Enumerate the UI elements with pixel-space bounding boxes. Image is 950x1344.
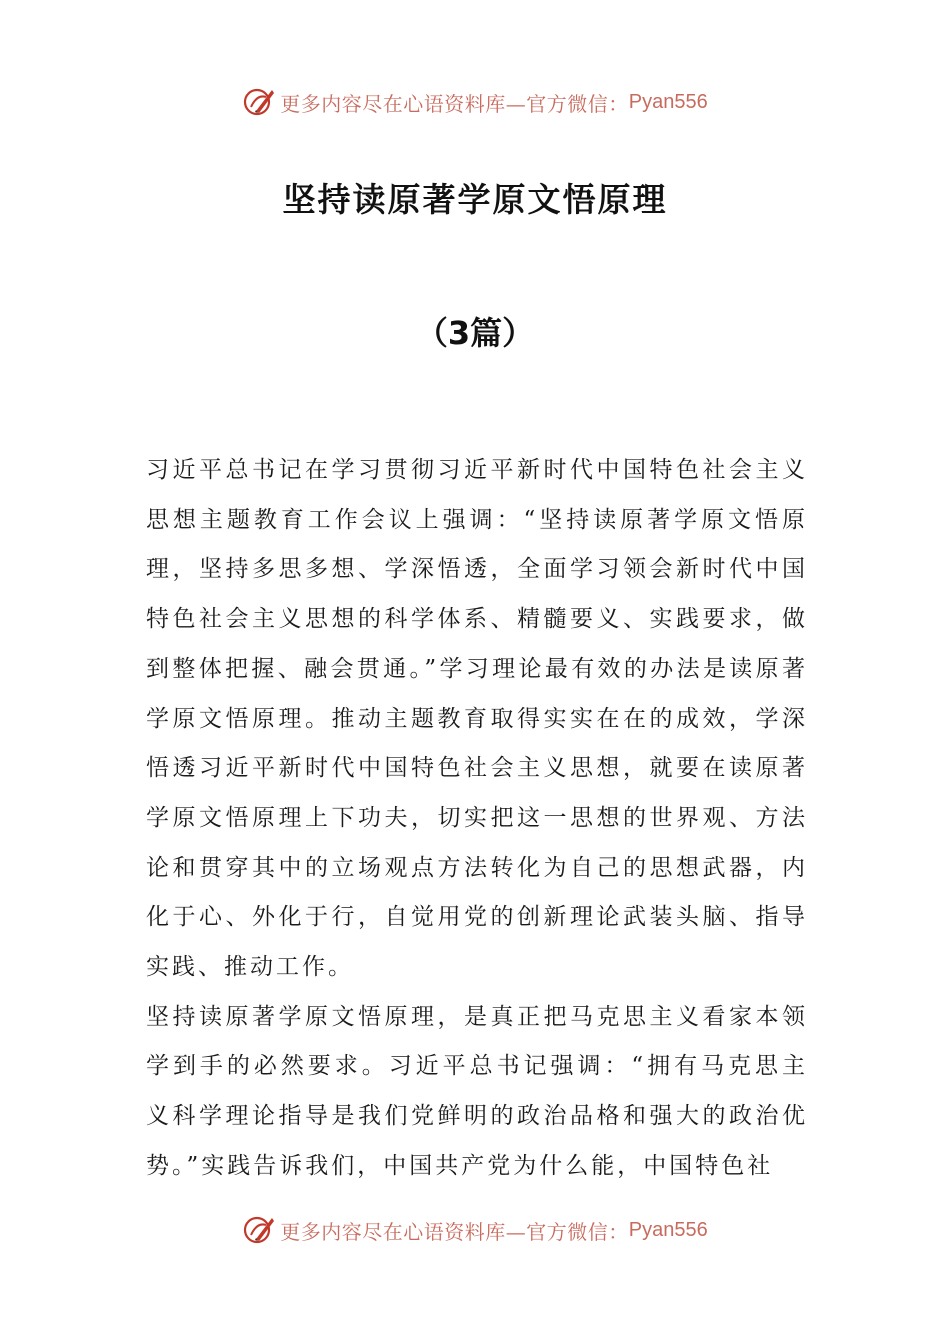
wechat-id: Pyan556 — [628, 1218, 708, 1241]
paragraph: 习近平总书记在学习贯彻习近平新时代中国特色社会主义思想主题教育工作会议上强调：“坚持读原著学原文悟原理，坚持多思多想、学深悟透，全面学习领会新时代中国特色社会主义思想的科学体系、精髓要义、实践要求，做到整体把握、融会贯通。”学习理论最有效的办法是读原著学原文悟原理。推动主题教育取得实实在在的成效，学深悟透习近平新时代中国特色社会主义思想，就要在读原著学原文悟原理上下功夫，切实把这一思想的世界观、方法论和贯穿其中的立场观点方法转化为自己的思想武器，内化于心、外化于行，自觉用党的创新理论武装头脑、指导实践、推动工作。 — [146, 457, 808, 981]
footer-banner — [0, 1208, 950, 1252]
document-body — [146, 446, 808, 1192]
document-subtitle: （3篇） — [415, 314, 535, 352]
banner-text: 更多内容尽在心语资料库—官方微信： — [280, 1219, 629, 1244]
pen-logo-icon — [242, 1213, 276, 1247]
pen-logo-icon — [242, 85, 276, 119]
document-title: 坚持读原著学原文悟原理 — [282, 180, 668, 219]
header-banner — [0, 80, 950, 124]
wechat-id: Pyan556 — [628, 90, 708, 113]
paragraph: 坚持读原著学原文悟原理，是真正把马克思主义看家本领学到手的必然要求。习近平总书记强调：“拥有马克思主义科学理论指导是我们党鲜明的政治品格和强大的政治优势。”实践告诉我们，中国共产党为什么能，中国特色社 — [146, 1003, 808, 1179]
banner-text: 更多内容尽在心语资料库—官方微信： — [280, 91, 629, 116]
